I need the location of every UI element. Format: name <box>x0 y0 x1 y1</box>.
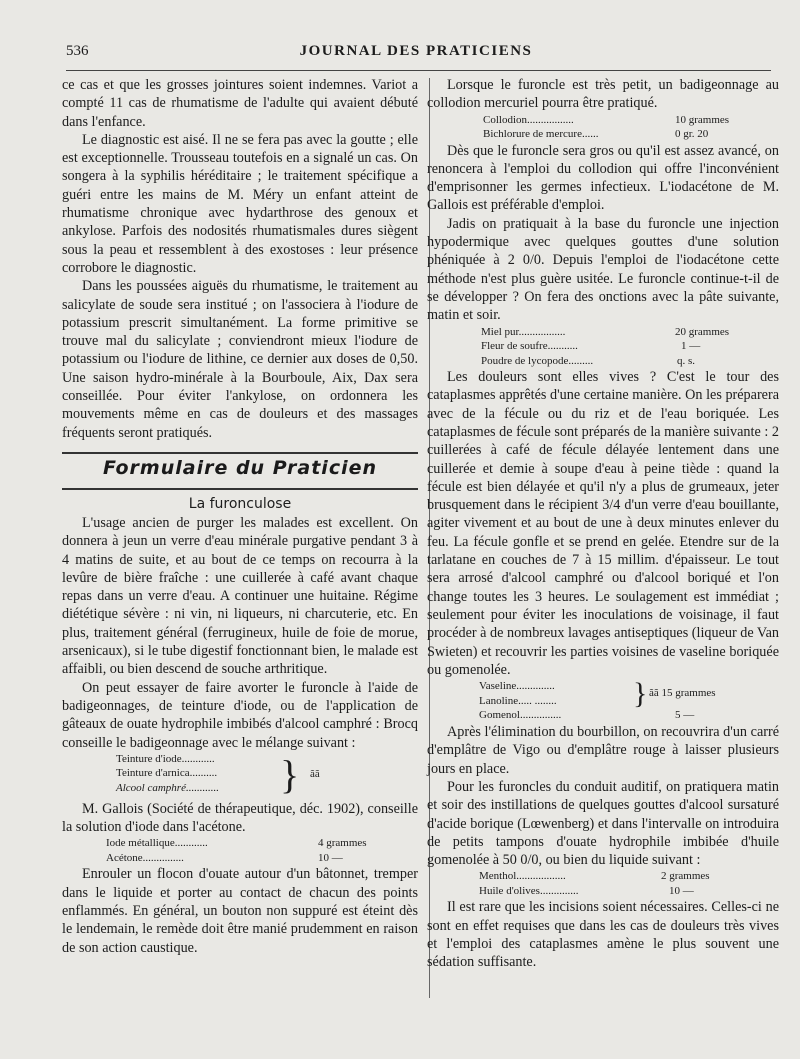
rx-item: Vaseline.............. <box>479 680 555 693</box>
page-header <box>66 43 766 65</box>
paragraph: Lorsque le furoncle est très petit, un badigeonnage au collodion mercuriel pourra être pratiqué. <box>427 77 779 112</box>
paragraph: Pour les furoncles du conduit auditif, on pratiquera matin et soir des instillations de quelques gouttes d'alcool sursaturé d'acide borique (Lœwenberg) et dans l'intervalle on introduira de petits tampons d'ouate hydrophile imbibée d'huile gomenolée à 50 0/0, ou bien du liquide suivant : <box>427 779 779 869</box>
rx-item: Fleur de soufre........... <box>481 340 578 353</box>
prescription <box>427 113 779 142</box>
rx-quantity: 20 grammes <box>675 325 730 338</box>
paragraph: Jadis on pratiquait à la base du furoncle une injection hypodermique avec quelques gouttes d'une solution phéniquée à 2 0/0. Depuis l'emploi de l'iodacétone cette méthode n'est plus guère usitée. Le furoncle continue-t-il de se développer ? On fera des onctions avec la pâte suivante, matin et soir. <box>427 215 779 324</box>
header-rule <box>66 70 771 71</box>
left-column <box>62 76 418 957</box>
rx-item: Poudre de lycopode......... <box>481 354 594 367</box>
rx-item: Acétone............... <box>106 851 184 864</box>
rx-item: Alcool camphré............ <box>116 781 219 794</box>
paragraph: Après l'élimination du bourbillon, on recouvrira d'un carré d'emplâtre de Vigo ou d'emplâtre rouge à laisser plusieurs jours en place. <box>427 724 779 777</box>
rx-item: Menthol.................. <box>479 870 566 883</box>
rx-quantity: ãã 15 grammes <box>649 687 716 700</box>
paragraph: ce cas et que les grosses jointures soient indemnes. Variot a compté 11 cas de rhumatisme de l'adulte qui avaient débuté dans l'enfance. <box>62 77 418 130</box>
article-heading: La furonculose <box>188 495 292 512</box>
rx-item: Teinture d'arnica.......... <box>116 767 218 780</box>
rx-quantity: 10 — <box>669 884 694 897</box>
section-banner <box>62 452 418 490</box>
rx-item: Bichlorure de mercure...... <box>483 128 599 141</box>
right-column <box>427 76 779 972</box>
prescription <box>427 869 779 898</box>
brace-symbol: } <box>633 677 648 711</box>
paragraph: Dès que le furoncle sera gros ou qu'il est assez avancé, on renoncera à l'emploi du collodion qui offre l'inconvénient d'emprisonner les germes infectieux. L'iodacétone de M. Gallois est préférable d'emploi. <box>427 142 779 214</box>
rx-quantity: 2 grammes <box>661 870 710 883</box>
rx-quantity: 10 grammes <box>675 113 730 126</box>
paragraph: Il est rare que les incisions soient nécessaires. Celles-ci ne sont en effet requises que dans les cas de douleurs très vives et l'emploi des cataplasmes amène le plus souvent une sédation suffisante. <box>427 899 779 971</box>
paragraph: M. Gallois (Société de thérapeutique, déc. 1902), conseille la solution d'iode dans l'acétone. <box>62 800 418 836</box>
prescription <box>62 752 418 798</box>
paragraph: On peut essayer de faire avorter le furoncle à l'aide de badigeonnages, de teinture d'iode, ou de l'application de gâteaux de ouate hydrophile imbibés d'alcool camphré : Brocq conseille le badigeonnage avec le mélange suivant : <box>62 679 418 751</box>
paragraph: L'usage ancien de purger les malades est excellent. On donnera à jeun un verre d'eau minérale purgative pendant 3 à 4 matins de suite, et au bout de ce temps on recourra à la levûre de bière fraîche : une cuillerée à café avant chaque repas dans un verre d'eau. A continuer une huitaine. Régime diététique sévère : ni vin, ni liqueurs, ni charcuterie, etc. En plus, traitement général (ferrugineux, huile de foie de morue, arsenicaux), si le tube digestif fonctionnant bien, le malade est affaibli, ou bien descend de souche arthritique. <box>62 514 418 678</box>
journal-title: JOURNAL DES PRATICIENS <box>299 43 533 59</box>
paragraph: Le diagnostic est aisé. Il ne se fera pas avec la goutte ; elle est exceptionnelle. Trousseau toutefois en a signalé un cas. On songera à la syphilis héréditaire ; le traitement spécifique a guéri entre les mains de M. Méry un enfant atteint de rhumatisme chronique avec hydarthrose des genoux et ankylose. Parfois des nodosités rhumatismales dures siègent sous la peau et ressemblent à des exostoses : leur présence corrobore le diagnostic. <box>62 131 418 276</box>
rx-quantity: 4 grammes <box>318 837 367 850</box>
prescription <box>427 325 779 369</box>
rx-item: Gomenol............... <box>479 709 562 722</box>
rx-item: Miel pur................. <box>481 325 566 338</box>
rx-quantity: 1 — <box>681 340 701 353</box>
paragraph: Les douleurs sont elles vives ? C'est le tour des cataplasmes apprêtés d'une certaine manière. On les préparera avec de la fécule ou du riz et de l'eau boriquée. Les cataplasmes de fécule sont préparés de la manière suivante : 2 cuillerées à café de fécule délayée lentement dans une cuillerée et demie à soupe d'eau à peine tiède : quand la fécule est bien délayée et qu'il n'y a plus de grumeaux, jeter brusquement dans le récipient 3/4 d'un verre d'eau bouillante, agiter vivement et au bout de une à deux minutes enlever du feu. La fécule gonfle et se prend en gelée. Etendre sur de la tarlatane en couches de 7 à 15 millim. d'épaisseur. Le tout sera arrosé d'alcool camphré ou d'alcool boriqué et l'on change toutes les 3 heures. Le soulagement est immédiat ; seulement pour éviter les inoculations de voisinage, il faut procéder à de nombreux lavages antiseptiques (liqueur de Van Swieten) et recouvrir les parties voisines de vaseline boriquée ou gomenolée. <box>427 369 779 678</box>
brace-symbol: } <box>280 751 300 797</box>
rx-item: Iode métallique............ <box>106 837 208 850</box>
rx-quantity: ãã <box>310 767 320 780</box>
paragraph: Enrouler un flocon d'ouate autour d'un bâtonnet, tremper dans le liquide et porter au contact de chacun des points enflammés. En général, un bouton non suppuré est éteint dès le lendemain, le remède doit être manié prudemment en raison de son action caustique. <box>62 866 418 956</box>
rx-quantity: 0 gr. 20 <box>675 128 709 141</box>
prescription <box>62 836 418 865</box>
rx-quantity: q. s. <box>677 354 696 367</box>
page-number: 536 <box>66 43 89 59</box>
section-title: Formulaire du Praticien <box>102 456 378 479</box>
rx-item: Lanoline..... ........ <box>479 694 557 707</box>
rx-quantity: 10 — <box>318 851 343 864</box>
rx-item: Collodion................. <box>483 113 574 126</box>
rx-quantity: 5 — <box>675 709 695 722</box>
rx-item: Huile d'olives.............. <box>479 884 579 897</box>
rx-item: Teinture d'iode............ <box>116 752 215 765</box>
paragraph: Dans les poussées aiguës du rhumatisme, le traitement au salicylate de soude sera institué ; on l'associera à l'iodure de potassium prescrit simultanément. La forme primitive se trouve mal du salicylate ; conviendront mieux l'iodure de potassium ou l'iodure de lithine, ce dernier aux doses de 0,50. Une saison hydro-minérale à la Bourboule, Aix, Dax sera conseillée. Pour éviter l'ankylose, on ordonnera les mouvements même en cas de douleurs et des massages fréquents seront pratiqués. <box>62 278 418 441</box>
prescription <box>427 679 779 723</box>
